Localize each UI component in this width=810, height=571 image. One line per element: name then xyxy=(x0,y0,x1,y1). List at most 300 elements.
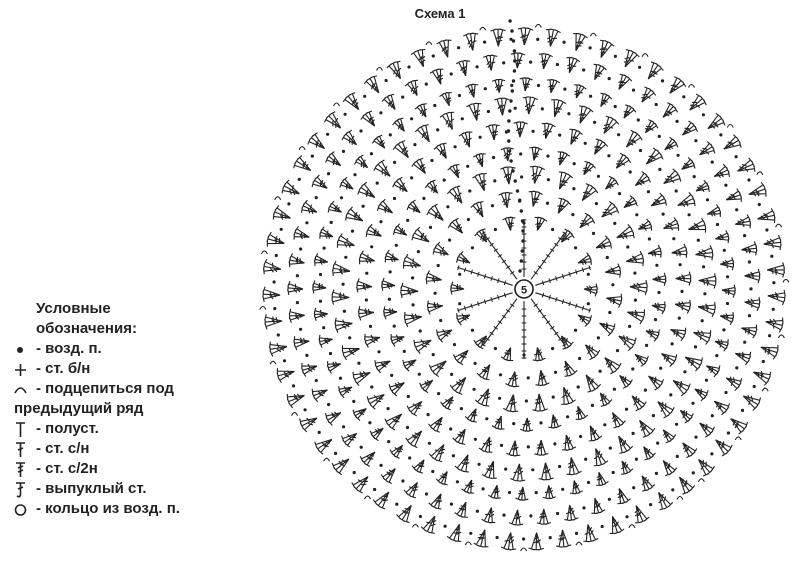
stitch-symbol xyxy=(725,192,741,203)
chain-dot xyxy=(457,46,460,49)
stitch-symbol xyxy=(728,417,743,434)
chain-dot xyxy=(726,302,729,305)
chain-dot xyxy=(677,154,680,157)
chain-dot xyxy=(535,491,538,494)
chain-dot xyxy=(458,302,461,305)
stitch-symbol xyxy=(432,492,444,508)
picot-arc xyxy=(698,479,704,482)
legend-item-double xyxy=(14,439,180,459)
stitch-symbol xyxy=(474,202,486,218)
chain-dot xyxy=(719,133,722,136)
chain-dot xyxy=(388,298,391,301)
stitch-symbol xyxy=(393,182,409,194)
chain-dot xyxy=(513,49,516,52)
chain-dot xyxy=(385,79,388,82)
chain-dot xyxy=(439,319,442,322)
chain-dot xyxy=(305,221,308,224)
chain-dot xyxy=(770,255,773,258)
stitch-symbol xyxy=(645,154,663,167)
chain-dot xyxy=(365,272,368,275)
legend-label: - возд. п. xyxy=(36,340,102,357)
chain-dot xyxy=(724,391,727,394)
chain-dot xyxy=(315,196,318,199)
chain-dot xyxy=(419,515,422,518)
chain-dot xyxy=(453,343,456,346)
chain-dot xyxy=(379,220,382,223)
chain-dot xyxy=(418,373,421,376)
chain-dot xyxy=(772,281,775,284)
chain-dot xyxy=(430,159,433,162)
stitch-symbol xyxy=(329,152,343,168)
stitch-symbol xyxy=(602,120,619,136)
picot-arc xyxy=(426,42,432,45)
chain-dot xyxy=(322,326,325,329)
stitch-symbol xyxy=(432,204,446,222)
chain-dot xyxy=(556,63,559,66)
stitch-symbol xyxy=(599,201,614,218)
chain-dot xyxy=(587,302,590,305)
chain-dot xyxy=(676,455,679,458)
chain-dot xyxy=(499,373,502,376)
chain-dot xyxy=(479,136,482,139)
chain-dot xyxy=(498,397,501,400)
chain-dot xyxy=(762,360,765,363)
chain-dot xyxy=(287,202,290,205)
chain-dot xyxy=(608,311,611,314)
chain-dot xyxy=(407,65,410,68)
chain-dot xyxy=(748,260,751,263)
stitch-symbol xyxy=(429,358,447,370)
chain-dot xyxy=(491,204,494,207)
chain-dot xyxy=(458,273,461,276)
stitch-symbol xyxy=(342,346,360,356)
chain-dot xyxy=(292,384,295,387)
chain-dot xyxy=(520,209,523,212)
spoke-tick xyxy=(562,299,563,304)
chain-dot xyxy=(632,89,635,92)
chain-dot xyxy=(508,109,511,112)
spoke-tick xyxy=(464,268,465,273)
chain-dot xyxy=(573,162,576,165)
chain-dot xyxy=(508,149,511,152)
stitch-symbol xyxy=(366,111,377,127)
chain-dot xyxy=(389,270,392,273)
chain-dot xyxy=(482,487,485,490)
stitch-symbol xyxy=(650,196,666,208)
stitch-symbol xyxy=(312,133,327,150)
stitch-symbol xyxy=(601,208,619,220)
stitch-symbol xyxy=(646,374,659,390)
chain-dot xyxy=(582,68,585,71)
chain-dot xyxy=(473,388,476,391)
chain-dot xyxy=(645,344,648,347)
legend-item-single-crochet xyxy=(14,359,180,379)
chain-dot xyxy=(613,388,616,391)
stitch-symbol xyxy=(357,475,370,493)
chain-dot xyxy=(743,341,746,344)
chain-dot xyxy=(452,454,455,457)
chain-dot xyxy=(541,107,544,110)
chain-dot xyxy=(521,249,524,252)
picot-arc xyxy=(521,548,527,551)
spoke-tick xyxy=(582,306,583,311)
chain-dot xyxy=(683,370,686,373)
chain-dot xyxy=(513,69,516,72)
chain-dot xyxy=(678,317,681,320)
chain-dot xyxy=(511,169,514,172)
chain-dot xyxy=(329,352,332,355)
chain-dot xyxy=(429,226,432,229)
chain-dot xyxy=(508,19,511,22)
chain-dot xyxy=(433,104,436,107)
chain-dot xyxy=(471,246,474,249)
stitch-symbol xyxy=(379,160,393,178)
stitch-symbol xyxy=(324,117,342,131)
chain-dot xyxy=(273,307,276,310)
chain-dot xyxy=(617,133,620,136)
chain-dot xyxy=(606,256,609,259)
chain-dot xyxy=(706,198,709,201)
chain-dot xyxy=(546,155,549,158)
chain-dot xyxy=(618,192,621,195)
stitch-symbol xyxy=(688,222,706,232)
spoke-tick xyxy=(471,304,472,309)
spoke-tick xyxy=(478,272,479,277)
chain-dot xyxy=(587,273,590,276)
stitch-symbol xyxy=(664,142,678,153)
chain-dot xyxy=(509,99,512,102)
chain-dot xyxy=(318,431,321,434)
stitch-symbol xyxy=(420,377,434,388)
chain-dot xyxy=(521,229,524,232)
chain-dot xyxy=(553,442,556,445)
chain-dot xyxy=(753,385,756,388)
chain-dot xyxy=(280,228,283,231)
chain-dot xyxy=(296,274,299,277)
legend-label: - полуст. xyxy=(36,420,99,437)
spoke-tick xyxy=(569,302,570,307)
chain-dot xyxy=(304,408,307,411)
chain-dot xyxy=(648,237,651,240)
chain-dot xyxy=(691,402,694,405)
chain-dot xyxy=(597,175,600,178)
chain-dot xyxy=(655,472,658,475)
spoke-tick xyxy=(504,281,505,286)
spoke-tick xyxy=(484,299,485,304)
picot-arc xyxy=(275,197,281,200)
spoke-tick xyxy=(498,295,499,300)
chain-dot xyxy=(571,213,574,216)
stitch-symbol xyxy=(412,400,425,416)
spoke-tick xyxy=(549,295,550,300)
stitch-symbol xyxy=(598,391,612,404)
chain-dot xyxy=(574,329,577,332)
stitch-symbol xyxy=(362,182,377,199)
chain-dot xyxy=(649,503,652,506)
chain-dot xyxy=(326,133,329,136)
chain-dot xyxy=(554,371,557,374)
chain-dot xyxy=(589,46,592,49)
chain-dot xyxy=(422,197,425,200)
chain-dot xyxy=(478,463,481,466)
stitch-symbol xyxy=(625,135,642,149)
spoke-tick xyxy=(542,293,543,298)
chain-dot xyxy=(655,103,658,106)
chain-dot xyxy=(710,452,713,455)
chain-dot xyxy=(601,525,604,528)
picot-arc xyxy=(590,33,596,36)
picot-arc xyxy=(412,524,418,527)
chain-dot xyxy=(370,245,373,248)
chain-dot xyxy=(512,422,515,425)
chain-dot xyxy=(608,77,611,80)
chain-dot xyxy=(592,232,595,235)
legend-heading-line1: Условные xyxy=(36,300,111,317)
chain-dot xyxy=(556,512,559,515)
chain-dot xyxy=(514,107,517,110)
chain-dot xyxy=(529,514,532,517)
chain-dot xyxy=(743,234,746,237)
stitch-symbol xyxy=(616,435,629,453)
chain-dot xyxy=(614,55,617,58)
picot-arc xyxy=(727,125,733,128)
chain-dot xyxy=(519,152,522,155)
legend-item-chain xyxy=(14,339,180,359)
stitch-symbol xyxy=(370,425,384,436)
chain-dot xyxy=(343,310,346,313)
chain-dot xyxy=(531,468,534,471)
spoke-tick xyxy=(491,276,492,281)
chain-dot xyxy=(376,182,379,185)
chain-dot xyxy=(574,246,577,249)
chain-dot xyxy=(561,488,564,491)
chain-dot xyxy=(705,379,708,382)
chain-dot xyxy=(500,444,503,447)
stitch-symbol xyxy=(604,180,618,192)
chain-dot xyxy=(662,213,665,216)
chain-dot xyxy=(527,445,530,448)
chain-dot xyxy=(607,154,610,157)
chain-dot xyxy=(296,301,299,304)
stitch-symbol xyxy=(696,458,709,476)
spoke-tick xyxy=(504,293,505,298)
chain-dot xyxy=(389,133,392,136)
chain-dot xyxy=(458,94,461,97)
stitch-symbol xyxy=(712,399,726,414)
chain-dot xyxy=(393,161,396,164)
stitch-symbol xyxy=(687,94,701,112)
chain-dot xyxy=(387,407,390,410)
stitch-symbol xyxy=(598,321,614,334)
half-double-crochet-icon xyxy=(14,419,36,439)
chain-dot xyxy=(522,537,525,540)
chain-dot xyxy=(448,239,451,242)
chain-dot xyxy=(395,244,398,247)
chain-dot xyxy=(558,465,561,468)
center-ring-label: 5 xyxy=(520,284,528,297)
legend-label: - ст. с/н xyxy=(36,440,90,457)
chain-dot xyxy=(577,385,580,388)
chain-dot xyxy=(342,425,345,428)
chain-dot xyxy=(510,84,513,87)
picot-arc xyxy=(270,361,276,364)
stitch-symbol xyxy=(556,199,569,215)
chain-dot xyxy=(454,145,457,148)
chain-dot xyxy=(379,111,382,114)
chain-dot xyxy=(595,202,598,205)
chain-dot xyxy=(298,178,301,181)
legend-item-raised xyxy=(14,479,180,499)
chain-dot xyxy=(702,113,705,116)
chain-dot xyxy=(563,41,566,44)
stitch-symbol xyxy=(385,411,403,424)
chain-dot xyxy=(449,427,452,430)
chain-dot xyxy=(466,165,469,168)
chain-dot xyxy=(551,347,554,350)
picot-arc xyxy=(689,85,695,88)
stitch-symbol xyxy=(616,75,629,91)
stitch-symbol xyxy=(350,93,362,111)
stitch-symbol xyxy=(668,82,686,96)
legend-label: - кольцо из возд. п. xyxy=(36,500,180,517)
chain-dot xyxy=(749,287,752,290)
chain-dot xyxy=(614,105,617,108)
chain-dot xyxy=(634,299,637,302)
chain-dot xyxy=(611,283,614,286)
stitch-symbol xyxy=(277,369,295,379)
stitch-symbol xyxy=(680,442,692,458)
chain-dot xyxy=(748,314,751,317)
chain-dot xyxy=(625,408,628,411)
raised-stitch-icon xyxy=(14,479,36,499)
chain-dot xyxy=(584,458,587,461)
chain-dot xyxy=(352,400,355,403)
chain-dot xyxy=(679,263,682,266)
picot-arc xyxy=(576,542,582,545)
chain-dot xyxy=(299,328,302,331)
legend-label: - ст. с/2н xyxy=(36,460,98,477)
spoke-tick xyxy=(576,304,577,309)
picot-arc xyxy=(299,147,305,150)
chain-dot xyxy=(434,292,437,295)
chain-dot xyxy=(476,65,479,68)
stitch-symbol xyxy=(453,348,469,360)
legend-item-ring xyxy=(14,499,180,519)
spoke-tick xyxy=(498,278,499,283)
chain-dot xyxy=(584,142,587,145)
chain-dot xyxy=(305,354,308,357)
chain-dot xyxy=(443,179,446,182)
stitch-symbol xyxy=(347,130,359,146)
chain-dot xyxy=(419,329,422,332)
chain-dot xyxy=(484,87,487,90)
spoke-tick xyxy=(569,272,570,277)
chain-dot xyxy=(741,409,744,412)
chain-dot xyxy=(635,213,638,216)
stitch-symbol xyxy=(360,449,376,461)
stitch-symbol xyxy=(681,126,697,138)
picot-arc xyxy=(334,103,340,106)
chain-ring-icon xyxy=(14,499,36,519)
chain-dot xyxy=(658,135,661,138)
chain-dot xyxy=(701,319,704,322)
chain-dot xyxy=(344,256,347,259)
stitch-symbol xyxy=(476,154,485,168)
chain-dot xyxy=(319,273,322,276)
stitch-symbol xyxy=(584,373,598,391)
chain-dot xyxy=(450,373,453,376)
chain-dot xyxy=(647,190,650,193)
chain-dot xyxy=(393,197,396,200)
stitch-symbol xyxy=(330,112,343,130)
picot-arc xyxy=(292,413,298,416)
chain-dot xyxy=(520,259,523,262)
chain-dot xyxy=(716,223,719,226)
stitch-symbol xyxy=(403,357,417,369)
chain-dot xyxy=(735,155,738,158)
chain-dot xyxy=(516,189,519,192)
stitch-symbol xyxy=(429,442,446,458)
chain-dot xyxy=(411,276,414,279)
chain-dot xyxy=(638,66,641,69)
chain-dot xyxy=(657,291,660,294)
chain-dot xyxy=(437,392,440,395)
chain-dot xyxy=(393,325,396,328)
spoke-tick xyxy=(471,270,472,275)
chain-dot xyxy=(496,536,499,539)
spoke-tick xyxy=(464,306,465,311)
chain-dot xyxy=(512,79,515,82)
chain-dot xyxy=(765,228,768,231)
chain-dot xyxy=(635,458,638,461)
chain-dot xyxy=(661,79,664,82)
chain-dot xyxy=(567,112,570,115)
picot-arc xyxy=(783,279,789,282)
chain-dot xyxy=(474,438,477,441)
stitch-symbol xyxy=(367,77,381,95)
picot-arc xyxy=(778,335,784,338)
chain-dot xyxy=(401,96,404,99)
chain-dot xyxy=(715,354,718,357)
chain-dot xyxy=(483,41,486,44)
spoke-tick xyxy=(458,308,459,313)
chain-dot xyxy=(512,39,515,42)
picot-arc xyxy=(261,251,267,254)
chain-dot xyxy=(552,396,555,399)
chain-dot xyxy=(395,503,398,506)
legend-label: - ст. б/н xyxy=(36,360,91,377)
chain-dot xyxy=(688,213,691,216)
chain-dot xyxy=(656,442,659,445)
chain-dot xyxy=(675,423,678,426)
chain-dot xyxy=(724,184,727,187)
chain-dot xyxy=(275,254,278,257)
chain-dot xyxy=(579,435,582,438)
chain-dot xyxy=(363,95,366,98)
stitch-symbol xyxy=(373,490,390,505)
chain-dot xyxy=(587,481,590,484)
stitch-symbol xyxy=(312,387,328,398)
chain-dot xyxy=(406,426,409,429)
chain-dot xyxy=(485,417,488,420)
spoke-tick xyxy=(491,297,492,302)
chain-dot xyxy=(747,178,750,181)
chain-dot xyxy=(340,196,343,199)
chain-dot xyxy=(669,393,672,396)
stitch-symbol xyxy=(407,399,423,411)
chain-dot xyxy=(327,172,330,175)
chain-dot xyxy=(628,325,631,328)
